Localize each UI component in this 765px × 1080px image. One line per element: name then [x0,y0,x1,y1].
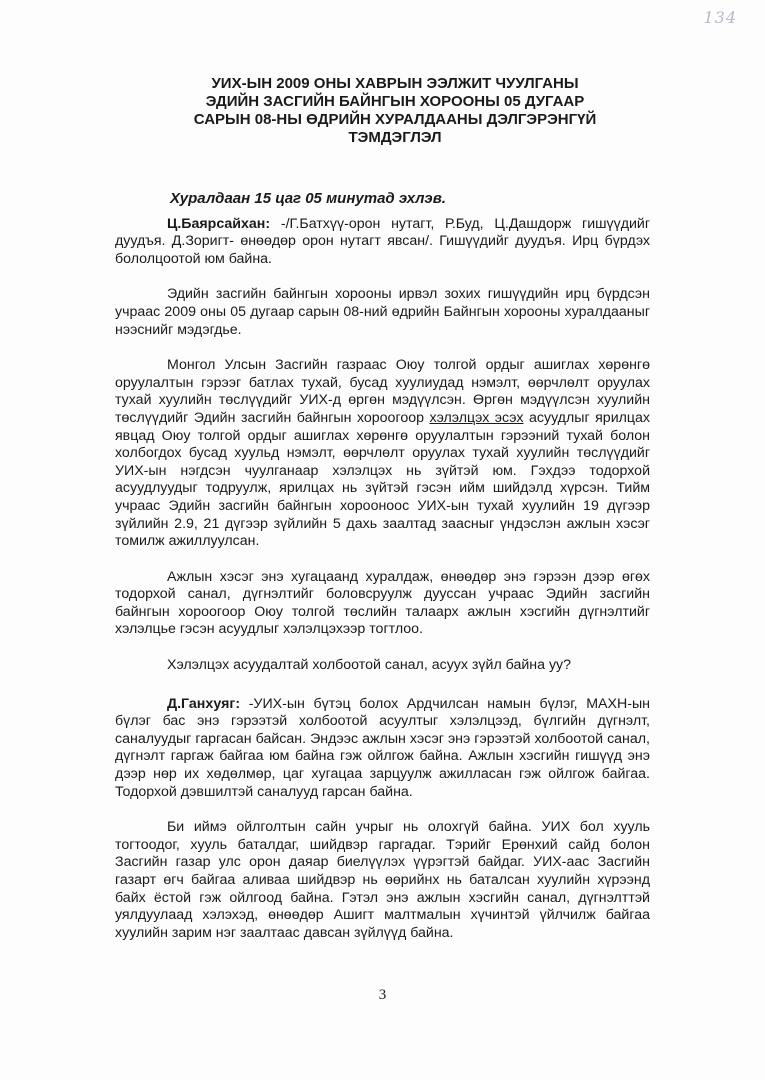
document-title [170,75,620,147]
title-line: УИХ-ЫН 2009 ОНЫ ХАВРЫН ЭЭЛЖИТ ЧУУЛГАНЫ [211,75,579,92]
page-number: 3 [378,987,387,1003]
speaker-name: Ц.Баярсайхан: [167,215,271,232]
title-line: САРЫН 08-НЫ ӨДРИЙН ХУРАЛДААНЫ ДЭЛГЭРЭНГҮЙ [193,111,597,128]
paragraph-text: -УИХ-ын бүтэц болох Ардчилсан намын бүлэг, МАХН-ын бүлэг бас энэ гэрээтэй холбоотой асуултыг хэлэлцээд, бүлгийн дүгнэлт, саналуудыг гаргасан байсан. Эндээс ажлын хэсэг энэ гэрээтэй холбоотой санал, дүгнэлт гаргаж байгаа юм байна гэж ойлгож байна. Ажлын хэсгийн гишүүд энэ дээр нөр их хөдөлмөр, цаг хугацаа зарцуулж ажилласан гэж ойлгож байгаа. Тодорхой дэвшилтэй саналууд гарсан байна. [115,695,650,800]
speaker-name: Д.Ганхуяг: [167,695,241,712]
underlined-text: хэлэлцэх эсэх [429,409,524,426]
paragraph-gankhuyag-1 [115,696,650,802]
handwritten-page-mark: 134 [703,8,737,27]
paragraph-text: -/Г.Батхүү-орон нутагт, Р.Буд, Ц.Дашдорж гишүүдийг дуудъя. Д.Зоригт- өнөөдөр орон нутагт явсан/. Гишүүдийг дуудъя. Ирц бүрдэх бололцоотой юм байна. [115,215,650,267]
paragraph-session-opened: Эдийн засгийн байнгын хорооны ирвэл зохих гишүүдийн ирц бүрдсэн учраас 2009 оны 05 дугаар сарын 08-ний өдрийн Байнгын хорооны хуралдааныг нээснийг мэдэгдье. [115,286,650,338]
paragraph-text: Монгол Улсын Засгийн газраас Оюу толгой ордыг ашиглах хөрөнгө оруулалтын гэрээг батлах тухай, бусад хуулиудад нэмэлт, өөрчлөлт оруулах тухай хуулийн төслүүдийг УИХ-д өргөн мэдүүлсэн. Өргөн мэдүүлсэн хуулийн төслүүдийг Эдийн засгийн байнгын хороогоор [115,357,650,426]
paragraph-bayarsaikhan-1 [115,216,650,269]
document-body [115,190,650,960]
paragraph-oyu-tolgoi [115,357,650,551]
paragraph-gankhuyag-2: Би иймэ ойлголтын сайн учрыг нь олохгүй байна. УИХ бол хууль тогтоодог, хууль баталдаг, шийдвэр гаргадаг. Тэрийг Ерөнхий сайд болон Засгийн газар улс орон даяар биелүүлэх үүрэгтэй байдаг. УИХ-аас Засгийн газарт өгч байгаа аливаа шийдвэр нь өөрийнх нь баталсан хуулийн хүрээнд байх ёстой гэж ойлгоод байна. Гэтэл энэ ажлын хэсгийн санал, дүгнэлттэй уялдуулаад хэлэхэд, өнөөдөр Ашигт малтмалын хүчинтэй үйлчилж байгаа хуулийн зарим нэг заалтаас давсан зүйлүүд байна. [115,819,650,941]
title-line: ЭДИЙН ЗАСГИЙН БАЙНГЫН ХОРООНЫ 05 ДУГААР [205,93,585,110]
paragraph-text: асуудлыг ярилцах явцад Оюу толгой ордыг ашиглах хөрөнгө оруулалтын гэрээний тухай болон холбогдох бусад хуульд нэмэлт, өөрчлөлт оруулах тухай хуулийн төслүүдийг УИХ-ын нэгдсэн чуулганаар хэлэлцэх нь зүйтэй юм. Гэхдээ тодорхой асуудлуудыг тодруулж, ярилцах нь зүйтэй гэсэн ийм шийдэлд хүрсэн. Тийм учраас Эдийн засгийн байнгын хорооноос УИХ-ын тухай хуулийн 19 дүгээр зүйлийн 2.9, 21 дүгээр зүйлийн 5 дахь заалтад заасныг үндэслэн ажлын хэсэг томилж ажиллуулсан. [115,409,651,550]
paragraph-question: Хэлэлцэх асуудалтай холбоотой санал, асуух зүйл байна уу? [167,657,572,674]
paragraph-working-group: Ажлын хэсэг энэ хугацаанд хуралдаж, өнөөдөр энэ гэрээн дээр өгөх тодорхой санал, дүгнэлтийг боловсруулж дууссан учраас Эдийн засгийн байнгын хороогоор Оюу толгой төслийн талаарх ажлын хэсгийн дүгнэлтийг хэлэлцье гэсэн асуудлыг хэлэлцэхээр тогтлоо. [115,568,650,638]
opening-line: Хуралдаан 15 цаг 05 минутад эхлэв. [170,190,446,207]
title-line: ТЭМДЭГЛЭЛ [348,129,442,146]
